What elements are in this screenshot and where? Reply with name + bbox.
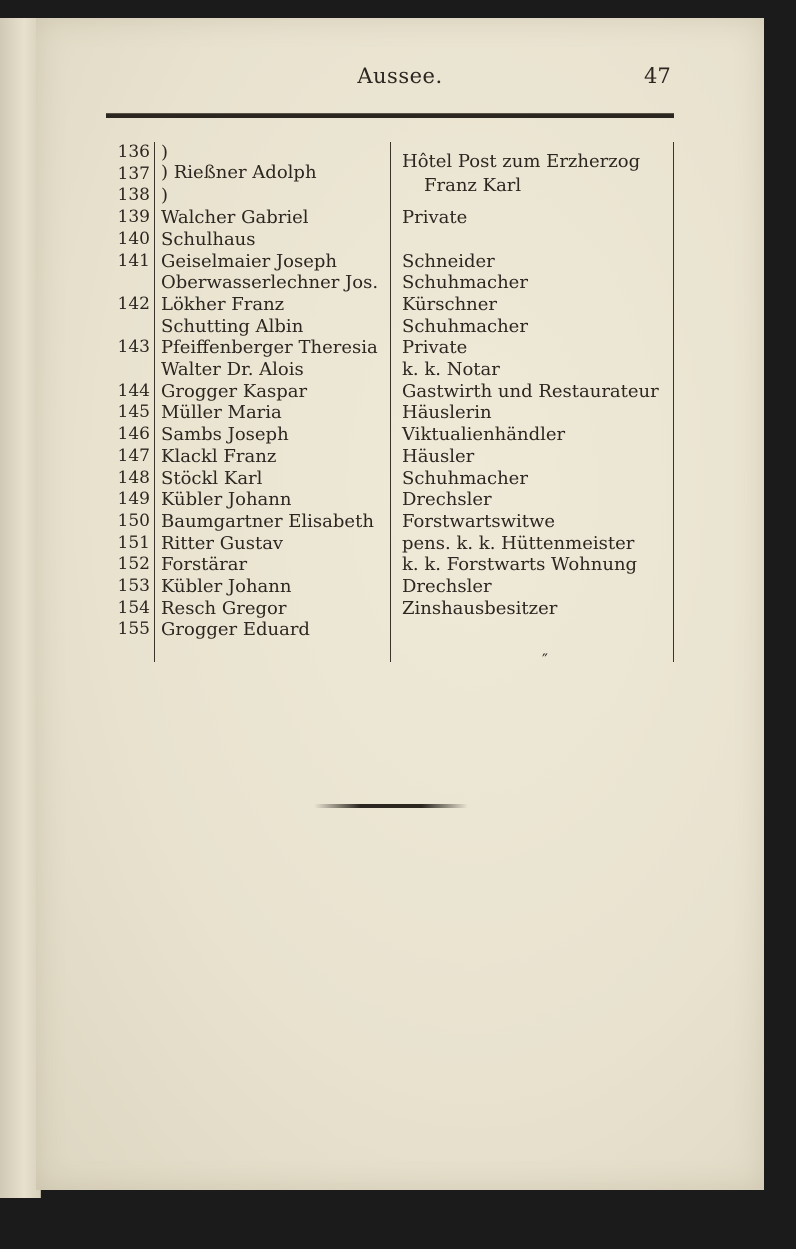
occupation: Hôtel Post zum Erzherzog Franz Karl xyxy=(402,151,641,196)
table-row xyxy=(106,424,674,446)
end-ornament-rule xyxy=(314,804,468,808)
resident-name: Stöckl Karl xyxy=(161,467,263,489)
house-number: 148 xyxy=(117,467,150,488)
resident-name: Walter Dr. Alois xyxy=(161,359,304,380)
house-number: 152 xyxy=(117,554,150,575)
occupation: Viktualienhändler xyxy=(402,424,566,446)
table-row xyxy=(106,619,674,641)
occupation: k. k. Notar xyxy=(402,359,500,380)
resident-name: Walcher Gabriel xyxy=(161,207,309,229)
house-number: 138 xyxy=(117,185,150,206)
resident-name: Grogger Eduard xyxy=(161,619,310,641)
table-row xyxy=(106,316,674,338)
table-row xyxy=(106,468,674,490)
house-number: 144 xyxy=(117,380,150,401)
resident-name: Grogger Kaspar xyxy=(161,380,308,402)
table-row xyxy=(106,554,674,576)
book-spine xyxy=(0,18,41,1198)
brace-mark: ) xyxy=(161,185,169,207)
table-row xyxy=(106,446,674,468)
occupation: Häuslerin xyxy=(402,402,492,424)
resident-name: Schulhaus xyxy=(161,228,256,250)
resident-name: ) Rießner Adolph xyxy=(161,162,317,183)
house-number: 137 xyxy=(117,163,150,184)
resident-name: Resch Gregor xyxy=(161,597,287,619)
occupation: k. k. Forstwarts Wohnung xyxy=(402,554,638,576)
house-number: 141 xyxy=(117,250,150,271)
occupation: Private xyxy=(402,207,468,229)
house-number: 140 xyxy=(117,228,150,249)
resident-name: Ritter Gustav xyxy=(161,532,284,554)
house-number: 139 xyxy=(117,207,150,228)
table-row xyxy=(106,272,674,294)
resident-name: Schutting Albin xyxy=(161,315,304,337)
occupation: Gastwirth und Restaurateur xyxy=(402,380,659,402)
occupation: pens. k. k. Hüttenmeister xyxy=(402,532,635,554)
table-row xyxy=(106,489,674,511)
occupation: Drechsler xyxy=(402,576,492,597)
resident-name: Lökher Franz xyxy=(161,293,285,315)
occupation: Schneider xyxy=(402,250,495,272)
resident-name: Sambs Joseph xyxy=(161,424,289,446)
header-rule xyxy=(106,113,674,118)
resident-name: Kübler Johann xyxy=(161,489,292,511)
book-page xyxy=(36,18,764,1190)
table-row xyxy=(106,359,674,381)
house-number: 147 xyxy=(117,445,150,466)
house-number: 155 xyxy=(117,619,150,640)
occupation: Zinshausbesitzer xyxy=(402,597,558,619)
resident-name: Müller Maria xyxy=(161,402,282,424)
resident-name: Kübler Johann xyxy=(161,576,292,597)
occupation: Drechsler xyxy=(402,489,492,511)
house-number: 151 xyxy=(117,532,150,553)
resident-name: Oberwasserlechner Jos. xyxy=(161,272,379,294)
table-row xyxy=(106,251,674,273)
table-row xyxy=(106,511,674,533)
resident-name: Baumgartner Elisabeth xyxy=(161,510,374,532)
table-row xyxy=(106,337,674,359)
table-row xyxy=(106,381,674,403)
occupation: Private xyxy=(402,337,468,359)
resident-name: Forstärar xyxy=(161,554,248,576)
house-number: 136 xyxy=(117,142,150,162)
brace-mark: ) xyxy=(161,142,169,163)
occupation: Schuhmacher xyxy=(402,272,528,294)
house-number: 146 xyxy=(117,424,150,445)
page-title: Aussee. xyxy=(357,64,443,88)
house-number: 150 xyxy=(117,510,150,531)
resident-name: Klackl Franz xyxy=(161,445,277,467)
table-row xyxy=(106,598,674,620)
house-number: 142 xyxy=(117,293,150,314)
house-number: 149 xyxy=(117,489,150,510)
table-row xyxy=(106,229,674,251)
table-row xyxy=(106,294,674,316)
table-row xyxy=(106,533,674,555)
house-number: 145 xyxy=(117,402,150,423)
house-number: 153 xyxy=(117,576,150,596)
table-row xyxy=(106,207,674,229)
table-row xyxy=(106,402,674,424)
house-number: 143 xyxy=(117,337,150,358)
occupation: Forstwartswitwe xyxy=(402,510,556,532)
resident-name: Pfeiffenberger Theresia xyxy=(161,337,378,359)
house-number: 154 xyxy=(117,597,150,618)
register-table xyxy=(106,142,674,669)
resident-name: Geiselmaier Joseph xyxy=(161,250,338,272)
ditto-mark: ″ xyxy=(542,650,548,669)
occupation: Kürschner xyxy=(402,293,498,315)
table-row xyxy=(106,576,674,598)
occupation: Häusler xyxy=(402,445,475,467)
occupation: Schuhmacher xyxy=(402,467,528,489)
occupation: Schuhmacher xyxy=(402,315,528,337)
page-number: 47 xyxy=(644,64,671,88)
